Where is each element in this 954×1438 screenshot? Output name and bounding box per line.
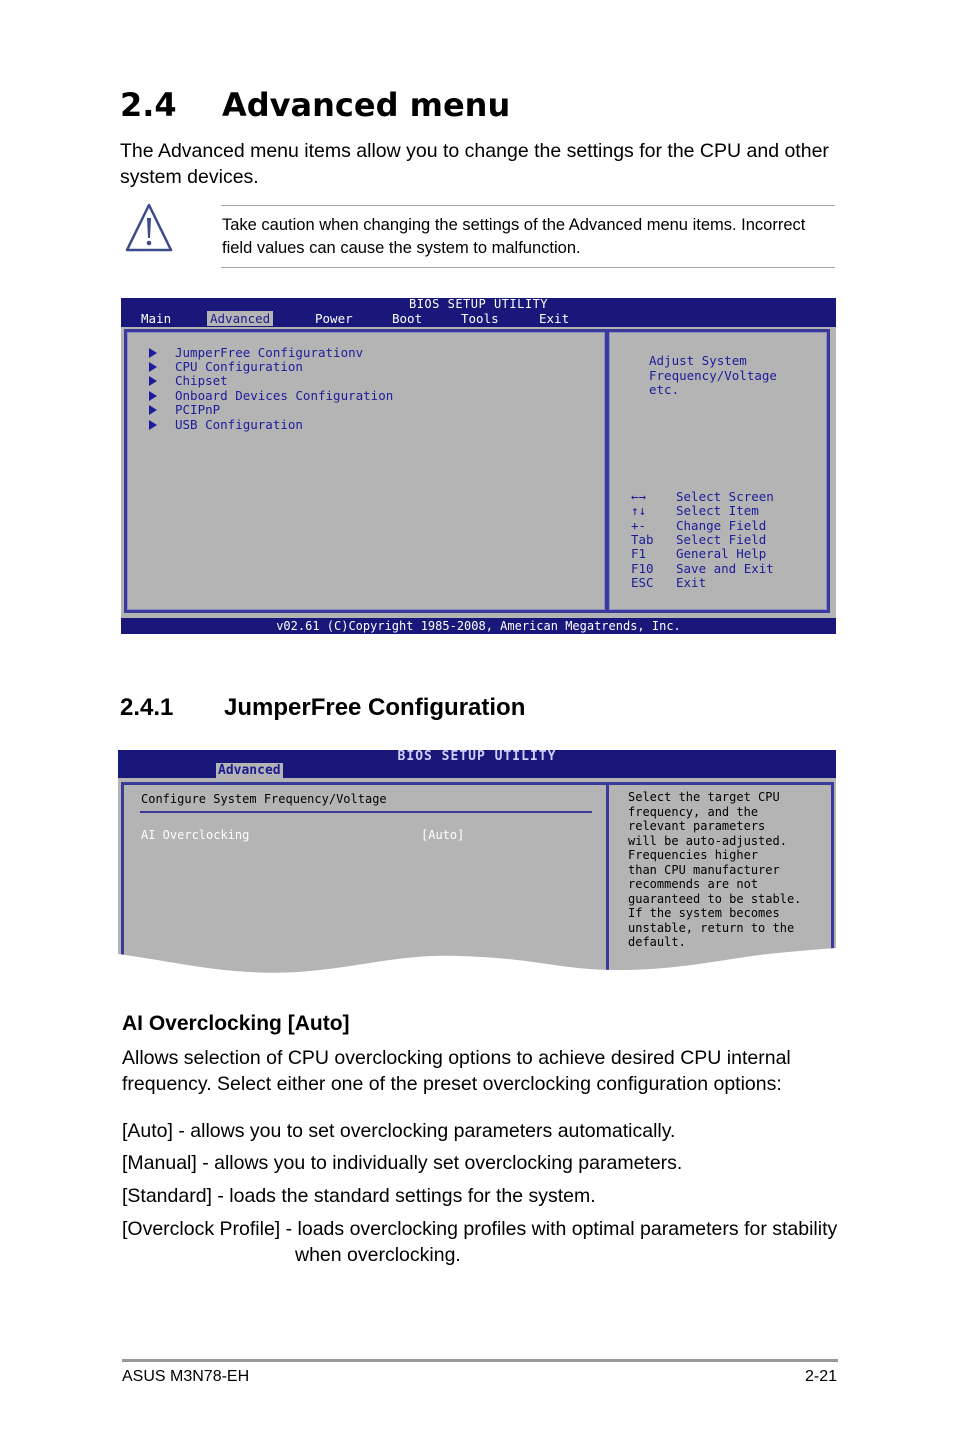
bios-title: BIOS SETUP UTILITY [408, 297, 549, 311]
key-f1: F1 [631, 546, 647, 561]
tab-tools[interactable]: Tools [461, 311, 499, 326]
submenu-arrow-icon [149, 362, 157, 372]
key-plus-minus: +- [631, 518, 647, 533]
item-description-line-1: Allows selection of CPU overclocking options to achieve desired CPU internal [122, 1047, 791, 1069]
settings-divider [140, 811, 592, 813]
submenu-arrow-icon [149, 405, 157, 415]
option-overclock-profile: [Overclock Profile] - loads overclocking profiles with optimal parameters for stability [122, 1218, 838, 1240]
caution-line-1: Take caution when changing the settings of the Advanced menu items. Incorrect [222, 216, 806, 234]
menu-item-jumperfree[interactable]: JumperFree Configurationv [149, 345, 363, 360]
option-manual: [Manual] - allows you to individually set overclocking parameters. [122, 1152, 683, 1174]
bios-copyright-bar: v02.61 (C)Copyright 1985-2008, American Megatrends, Inc. [121, 618, 836, 634]
note-divider-top [221, 205, 835, 206]
tab-power[interactable]: Power [315, 311, 353, 326]
torn-edge [118, 948, 836, 980]
footer-model: ASUS M3N78-EH [122, 1368, 250, 1385]
menu-item-cpu-configuration[interactable]: CPU Configuration [149, 359, 303, 374]
item-title: AI Overclocking [Auto] [122, 1012, 350, 1035]
caution-line-2: field values can cause the system to malfunction. [222, 239, 581, 257]
help-line: Adjust System [649, 353, 747, 368]
section-title: Advanced menu [222, 86, 511, 124]
key-esc: ESC [631, 575, 654, 590]
footer-page-number: 2-21 [804, 1368, 837, 1385]
bios-jumperfree-screen [118, 750, 836, 980]
note-divider-bottom [221, 267, 835, 268]
ai-overclocking-value[interactable]: [Auto] [421, 828, 465, 842]
section-number: 2.4 [120, 86, 177, 124]
menu-panel [124, 329, 608, 613]
tab-advanced[interactable]: Advanced [207, 311, 273, 326]
key-arrows-lr: ←→ [631, 489, 647, 504]
tab-main[interactable]: Main [141, 311, 172, 326]
help-line: etc. [649, 382, 680, 397]
submenu-arrow-icon [149, 420, 157, 430]
submenu-arrow-icon [149, 391, 157, 401]
subsection-name: JumperFree Configuration [224, 694, 526, 721]
intro-paragraph: The Advanced menu items allow you to change the settings for the CPU and other system devices. [120, 140, 829, 188]
key-action: Select Screen [676, 489, 774, 504]
page-title [120, 86, 510, 124]
bios-title: BIOS SETUP UTILITY [397, 750, 557, 764]
warning-triangle-icon [124, 202, 174, 254]
key-action: Select Field [676, 532, 767, 547]
key-action: General Help [676, 546, 767, 561]
key-action: Change Field [676, 518, 767, 533]
option-standard: [Standard] - loads the standard settings for the system. [122, 1185, 596, 1207]
key-arrows-ud: ↑↓ [631, 503, 647, 518]
ai-overclocking-label[interactable]: AI Overclocking [141, 828, 250, 842]
tab-boot[interactable]: Boot [392, 311, 423, 326]
submenu-arrow-icon [149, 348, 157, 358]
item-description-line-2: frequency. Select either one of the preset overclocking configuration options: [122, 1073, 782, 1095]
help-panel [606, 329, 830, 613]
help-text: Select the target CPU frequency, and the relevant parameters will be auto-adjusted. Frequencies higher than CPU manufacturer recommends are not guaranteed to be stable. If the system becomes unstable, return to the default. [628, 790, 802, 949]
option-auto: [Auto] - allows you to set overclocking parameters automatically. [122, 1120, 676, 1142]
key-action: Exit [676, 575, 707, 590]
tab-advanced[interactable]: Advanced [218, 763, 281, 778]
option-overclock-profile-continued: when overclocking. [295, 1244, 461, 1266]
footer-divider [122, 1359, 838, 1362]
menu-item-chipset[interactable]: Chipset [149, 373, 228, 388]
subsection-title [120, 694, 525, 722]
key-action: Select Item [676, 503, 759, 518]
tab-exit[interactable]: Exit [539, 311, 570, 326]
menu-item-pcipnp[interactable]: PCIPnP [149, 402, 220, 417]
key-f10: F10 [631, 561, 654, 576]
help-line: Frequency/Voltage [649, 368, 777, 383]
submenu-arrow-icon [149, 376, 157, 386]
item-description [122, 1045, 842, 1097]
menu-item-usb-configuration[interactable]: USB Configuration [149, 417, 303, 432]
key-tab: Tab [631, 532, 654, 547]
settings-heading: Configure System Frequency/Voltage [141, 792, 387, 806]
menu-item-onboard-devices[interactable]: Onboard Devices Configuration [149, 388, 393, 403]
subsection-number: 2.4.1 [120, 694, 174, 721]
caution-text [222, 214, 837, 260]
key-action: Save and Exit [676, 561, 774, 576]
bios-advanced-screen [121, 298, 836, 634]
